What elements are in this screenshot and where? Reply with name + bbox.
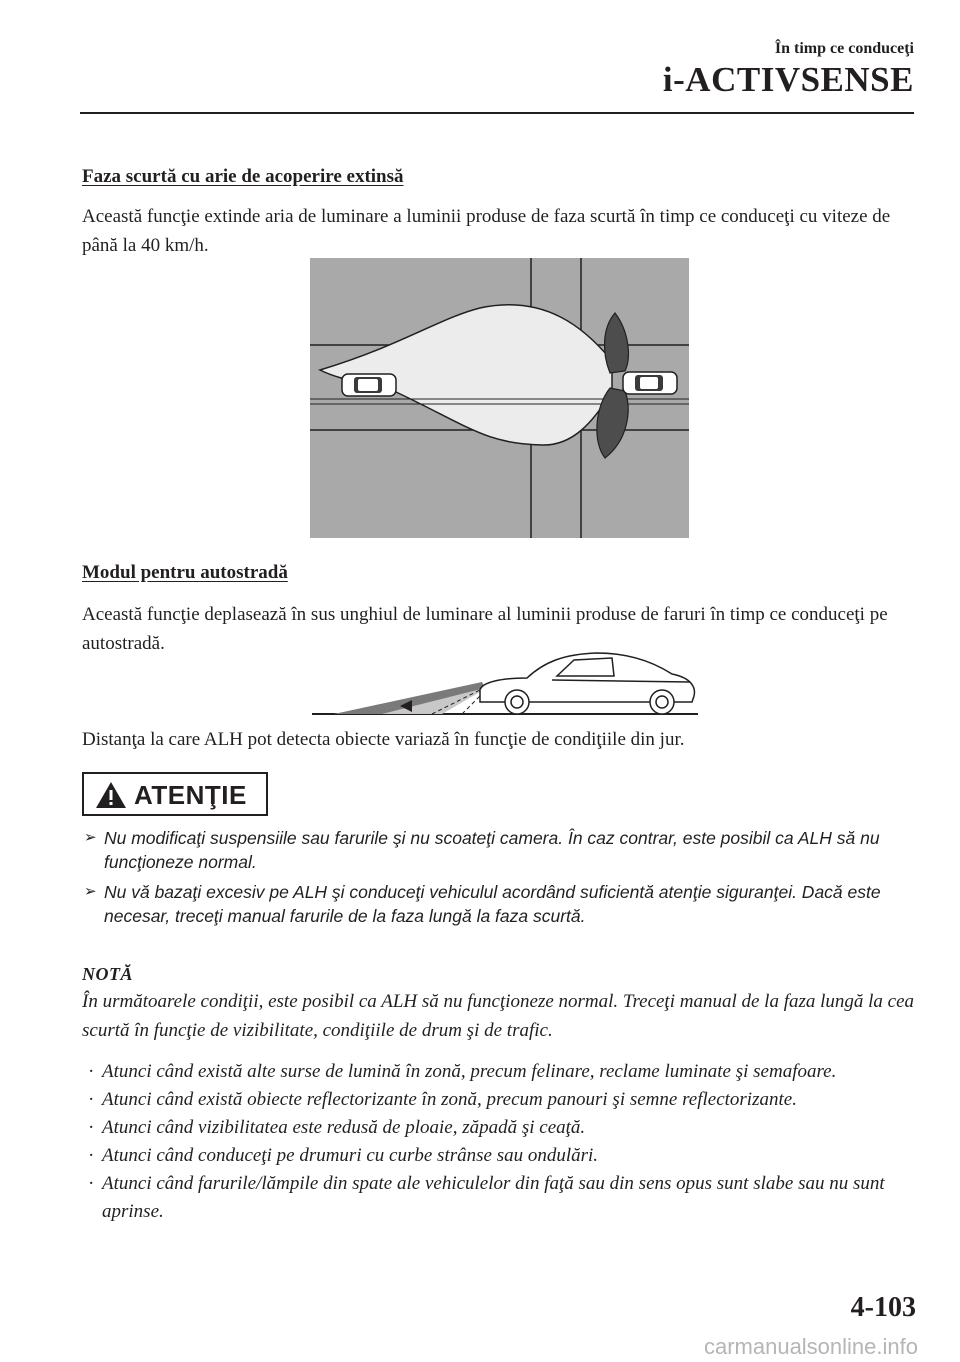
section-body-motorway: Această funcţie deplasează în sus unghiul de luminare al luminii produse de faruri în timp ce conduceţi pe autostradă. [82,604,888,654]
caution-label: ATENŢIE [134,780,247,810]
note-label: NOTĂ [82,964,133,984]
caution-box [82,772,268,816]
header-rule [80,112,914,114]
note-bullet-list [88,1058,918,1226]
list-item: · Atunci când există obiecte reflectorizante în zonă, precum panouri şi semne reflectorizante. [88,1089,797,1110]
section-heading-motorway: Modul pentru autostradă [82,562,288,583]
oncoming-car-icon [623,372,677,394]
list-item: · Atunci când există alte surse de lumină în zonă, precum felinare, reclame luminate şi semafoare. [88,1061,837,1082]
caution-item: ➢ Nu vă bazaţi excesiv pe ALH şi conduceţi vehiculul acordând suficientă atenţie siguranţei. Dacă este necesar, treceţi manual farurile de la faza lungă la faza scurtă. [84,882,881,926]
running-header-section: În timp ce conduceţi [774,40,914,57]
list-item: · Atunci când farurile/lămpile din spate ale vehiculelor din faţă sau din sens opus sunt slabe sau nu sunt aprinse. [88,1173,885,1222]
page-number: 4-103 [850,1292,916,1323]
watermark: carmanualsonline.info [703,1334,918,1359]
note-text: În următoarele condiţii, este posibil ca ALH să nu funcţioneze normal. Treceţi manual de la faza lungă la cea scurtă în funcţie de vizibilitate, condiţiile de drum şi de trafic. [82,991,915,1041]
intersection-beam-diagram [310,258,689,538]
caution-list [84,826,914,934]
arrow-bullet-icon: ➢ [84,829,97,846]
motorway-beam-diagram [312,648,698,718]
list-item: · Atunci când conduceţi pe drumuri cu curbe strânse sau ondulări. [88,1145,599,1166]
running-header-title: i-ACTIVSENSE [662,60,914,99]
own-car-icon [342,374,396,396]
arrow-bullet-icon: ➢ [84,883,97,900]
warning-triangle-icon [94,780,128,810]
car-side-icon [480,653,694,714]
caution-item: ➢ Nu modificaţi suspensiile sau farurile şi nu scoateţi camera. În caz contrar, este posibil ca ALH să nu funcţioneze normal. [84,828,880,872]
list-item: · Atunci când vizibilitatea este redusă de ploaie, zăpadă şi ceaţă. [88,1117,586,1138]
section-heading-wide-low-beam: Faza scurtă cu arie de acoperire extinsă [82,166,404,187]
alh-distance-note: Distanţa la care ALH pot detecta obiecte variază în funcţie de condiţiile din jur. [82,729,685,750]
section-body-wide-low-beam: Această funcţie extinde aria de luminare a luminii produse de faza scurtă în timp ce conduceţi cu viteze de până la 40 km/h. [82,206,891,256]
